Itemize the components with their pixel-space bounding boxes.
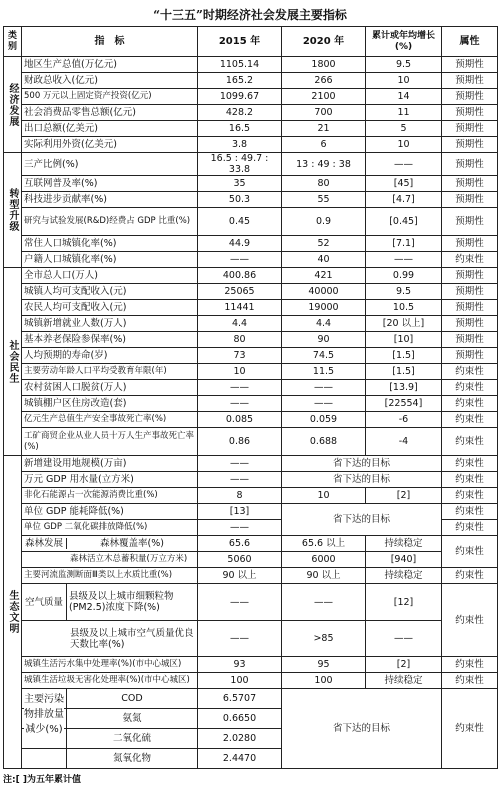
table-row	[4, 57, 498, 73]
indicator-name: 县级及以上城市空气质量优良天数比率(%)	[22, 621, 198, 657]
value-2015: ——	[198, 380, 282, 396]
value-2015: 2.0280	[198, 729, 282, 749]
attribute-value: 预期性	[442, 236, 498, 252]
value-2020: 10	[282, 488, 366, 504]
attribute-value: 预期性	[442, 73, 498, 89]
indicator-name: 三产比例(%)	[22, 153, 198, 176]
value-2015: 400.86	[198, 268, 282, 284]
table-row	[4, 105, 498, 121]
indicator-name: 单位 GDP 能耗降低(%)	[22, 504, 198, 520]
attribute-value: 约束性	[442, 504, 498, 520]
indicator-name: 城镇生活污水集中处理率(%)(市中心城区)	[22, 657, 198, 673]
value-2015: 44.9	[198, 236, 282, 252]
pollutant-group-label: 主要污染物排放量减少(%)	[24, 694, 64, 735]
value-2015: 50.3	[198, 192, 282, 208]
value-2015: 0.86	[198, 428, 282, 456]
value-2020: 421	[282, 268, 366, 284]
indicator-name: 县级及以上城市细颗粒物(PM2.5)浓度下降(%)	[69, 591, 174, 613]
value-2015: 3.8	[198, 137, 282, 153]
table-row	[4, 73, 498, 89]
value-2015: 0.085	[198, 412, 282, 428]
growth-value: [940]	[366, 552, 442, 568]
indicator-name: 人均预期的寿命(岁)	[22, 348, 198, 364]
growth-value: [20 以上]	[366, 316, 442, 332]
attribute-value: 预期性	[442, 300, 498, 316]
table-row	[4, 621, 498, 657]
attribute-value: 约束性	[442, 568, 498, 584]
value-2015: 2.4470	[198, 749, 282, 769]
indicator-name: 全市总人口(万人)	[22, 268, 198, 284]
indicator-name: 地区生产总值(万亿元)	[22, 57, 198, 73]
indicator-name: 森林活立木总蓄积量(万立方米)	[22, 552, 198, 568]
value-2020: 11.5	[282, 364, 366, 380]
growth-value: 10	[366, 73, 442, 89]
table-row	[4, 673, 498, 689]
table-row	[4, 428, 498, 456]
value-2020: 40	[282, 252, 366, 268]
value-2020: 0.688	[282, 428, 366, 456]
attribute-value: 预期性	[442, 208, 498, 236]
indicator-name: 基本养老保险参保率(%)	[22, 332, 198, 348]
indicator-name: 亿元生产总值生产安全事故死亡率(%)	[22, 412, 198, 428]
table-row	[4, 396, 498, 412]
value-2015: 4.4	[198, 316, 282, 332]
growth-value: [12]	[366, 584, 442, 621]
growth-value: [0.45]	[366, 208, 442, 236]
growth-value: ——	[366, 252, 442, 268]
attribute-value: 约束性	[442, 380, 498, 396]
value-2020: 0.9	[282, 208, 366, 236]
indicator-name: 非化石能源占一次能源消费比重(%)	[22, 488, 198, 504]
indicator-name: 万元 GDP 用水量(立方米)	[22, 472, 198, 488]
value-2015: 16.5 : 49.7 : 33.8	[198, 153, 282, 176]
table-row	[4, 364, 498, 380]
category-label: 生态文明	[4, 456, 22, 769]
value-2020: 13 : 49 : 38	[282, 153, 366, 176]
table-row	[4, 568, 498, 584]
growth-value: [4.7]	[366, 192, 442, 208]
indicator-name: 户籍人口城镇化率(%)	[22, 252, 198, 268]
indicator-name: 互联网普及率(%)	[22, 176, 198, 192]
growth-value: [1.5]	[366, 364, 442, 380]
value-2015: 73	[198, 348, 282, 364]
attribute-value: 约束性	[442, 488, 498, 504]
indicator-name: 森林覆盖率(%)	[100, 538, 164, 549]
table-row	[4, 657, 498, 673]
growth-value: 10	[366, 137, 442, 153]
target-value: 省下达的目标	[282, 472, 442, 488]
indicator-name: 主要劳动年龄人口平均受教育年限(年)	[22, 364, 198, 380]
value-2020: 6	[282, 137, 366, 153]
attribute-value: 预期性	[442, 316, 498, 332]
value-2020: 65.6 以上	[282, 536, 366, 552]
table-row	[4, 176, 498, 192]
growth-value: 9.5	[366, 57, 442, 73]
attribute-value: 预期性	[442, 176, 498, 192]
table-row	[4, 412, 498, 428]
pollutant-name: 氨氮	[122, 713, 142, 724]
table-row	[4, 456, 498, 472]
pollutant-name: COD	[121, 693, 143, 704]
header-attribute: 属性	[442, 27, 498, 57]
value-2020: >85	[282, 621, 366, 657]
value-2020: 55	[282, 192, 366, 208]
attribute-value: 约束性	[442, 364, 498, 380]
value-2020: 6000	[282, 552, 366, 568]
attribute-value: 预期性	[442, 268, 498, 284]
indicator-name: 500 万元以上固定资产投资(亿元)	[22, 89, 198, 105]
growth-value: 持续稳定	[366, 568, 442, 584]
category-label: 社会民生	[4, 268, 22, 456]
attribute-value: 预期性	[442, 105, 498, 121]
growth-value: [2]	[366, 657, 442, 673]
value-2020: 1800	[282, 57, 366, 73]
value-2015: [13]	[198, 504, 282, 520]
pollutant-name: 二氧化硫	[112, 733, 151, 744]
value-2015: 93	[198, 657, 282, 673]
growth-value: [22554]	[366, 396, 442, 412]
table-row	[4, 332, 498, 348]
value-2015: ——	[198, 621, 282, 657]
indicator-name: 单位 GDP 二氧化碳排放降低(%)	[22, 520, 198, 536]
growth-value: [2]	[366, 488, 442, 504]
attribute-value: 预期性	[442, 89, 498, 105]
value-2020: 90 以上	[282, 568, 366, 584]
table-row	[4, 300, 498, 316]
pollutant-cell	[22, 749, 198, 769]
indicator-name: 社会消费品零售总额(亿元)	[22, 105, 198, 121]
value-2020: 0.059	[282, 412, 366, 428]
growth-value: ——	[366, 153, 442, 176]
value-2015: 65.6	[198, 536, 282, 552]
attribute-value: 约束性	[442, 396, 498, 412]
attribute-value: 约束性	[442, 456, 498, 472]
air-quality-label: 空气质量	[22, 584, 67, 620]
attribute-value: 约束性	[442, 428, 498, 456]
table-row	[4, 584, 498, 621]
indicator-name: 常住人口城镇化率(%)	[22, 236, 198, 252]
value-2020: ——	[282, 396, 366, 412]
header-2015: 2015 年	[198, 27, 282, 57]
attribute-value: 预期性	[442, 153, 498, 176]
attribute-value: 预期性	[442, 121, 498, 137]
header-indicator: 指 标	[22, 27, 198, 57]
header-row	[4, 27, 498, 57]
target-value: 省下达的目标	[282, 689, 442, 769]
growth-value: -4	[366, 428, 442, 456]
indicator-name: 科技进步贡献率(%)	[22, 192, 198, 208]
attribute-value: 约束性	[442, 657, 498, 673]
table-row	[4, 284, 498, 300]
value-2015: 428.2	[198, 105, 282, 121]
indicator-name: 城镇棚户区住房改造(套)	[22, 396, 198, 412]
value-2020: 74.5	[282, 348, 366, 364]
pollutant-group-spacer	[22, 749, 67, 768]
attribute-value: 预期性	[442, 284, 498, 300]
indicator-name: 城镇新增就业人数(万人)	[22, 316, 198, 332]
table-row	[4, 348, 498, 364]
header-growth: 累计或年均增长(%)	[366, 27, 442, 57]
attribute-value: 约束性	[442, 536, 498, 568]
indicator-name: 城镇人均可支配收入(元)	[22, 284, 198, 300]
value-2015: 10	[198, 364, 282, 380]
growth-value: 持续稳定	[366, 536, 442, 552]
growth-value: 9.5	[366, 284, 442, 300]
value-2020: ——	[282, 584, 366, 621]
value-2015: 90 以上	[198, 568, 282, 584]
table-row	[4, 252, 498, 268]
attribute-value: 预期性	[442, 348, 498, 364]
value-2015: 35	[198, 176, 282, 192]
value-2015: ——	[198, 472, 282, 488]
growth-value: [45]	[366, 176, 442, 192]
table-row	[4, 208, 498, 236]
target-value: 省下达的目标	[282, 456, 442, 472]
footnote: 注:[ ]为五年累计值	[3, 775, 81, 785]
indicator-name: 新增建设用地规模(万亩)	[22, 456, 198, 472]
attribute-value: 约束性	[442, 584, 498, 657]
indicator-name: 出口总额(亿美元)	[22, 121, 198, 137]
growth-value: 14	[366, 89, 442, 105]
target-value: 省下达的目标	[282, 504, 442, 536]
value-2020: 90	[282, 332, 366, 348]
attribute-value: 约束性	[442, 252, 498, 268]
value-2015: 11441	[198, 300, 282, 316]
indicator-name: 实际利用外资(亿美元)	[22, 137, 198, 153]
value-2015: 1105.14	[198, 57, 282, 73]
table-row	[4, 121, 498, 137]
value-2015: 6.5707	[198, 689, 282, 709]
attribute-value: 预期性	[442, 57, 498, 73]
forest-group-label: 森林发展	[22, 538, 67, 549]
table-row	[4, 236, 498, 252]
header-category: 类别	[4, 27, 22, 57]
table-row	[4, 316, 498, 332]
value-2020: 700	[282, 105, 366, 121]
value-2015: 8	[198, 488, 282, 504]
attribute-value: 预期性	[442, 332, 498, 348]
pollutant-name: 氮氧化物	[112, 753, 151, 764]
growth-value: 持续稳定	[366, 673, 442, 689]
forest-group	[22, 536, 198, 552]
value-2015: ——	[198, 456, 282, 472]
table-row	[4, 536, 498, 552]
value-2015: 165.2	[198, 73, 282, 89]
attribute-value: 约束性	[442, 412, 498, 428]
indicator-name: 主要河流监测断面Ⅲ类以上水质比重(%)	[22, 568, 198, 584]
value-2015: ——	[198, 396, 282, 412]
header-2020: 2020 年	[282, 27, 366, 57]
attribute-value: 约束性	[442, 689, 498, 769]
value-2020: 266	[282, 73, 366, 89]
value-2020: 2100	[282, 89, 366, 105]
attribute-value: 约束性	[442, 472, 498, 488]
table-row	[4, 472, 498, 488]
attribute-value: 预期性	[442, 137, 498, 153]
attribute-value: 约束性	[442, 673, 498, 689]
indicator-name: 农村贫困人口脱贫(万人)	[22, 380, 198, 396]
category-label: 经济发展	[4, 57, 22, 153]
value-2015: ——	[198, 520, 282, 536]
table-row	[4, 488, 498, 504]
attribute-value: 预期性	[442, 192, 498, 208]
growth-value: ——	[366, 621, 442, 657]
table-row	[4, 192, 498, 208]
table-row	[4, 380, 498, 396]
growth-value: -6	[366, 412, 442, 428]
value-2020: 4.4	[282, 316, 366, 332]
table-row	[4, 89, 498, 105]
growth-value: [7.1]	[366, 236, 442, 252]
indicator-name: 财政总收入(亿元)	[22, 73, 198, 89]
indicator-name: 研究与试验发展(R&D)经费占 GDP 比重(%)	[22, 208, 198, 236]
value-2020: 40000	[282, 284, 366, 300]
growth-value: [1.5]	[366, 348, 442, 364]
value-2020: 100	[282, 673, 366, 689]
air-quality-group	[22, 584, 198, 621]
value-2020: 52	[282, 236, 366, 252]
value-2020: 21	[282, 121, 366, 137]
value-2015: 80	[198, 332, 282, 348]
value-2015: 25065	[198, 284, 282, 300]
value-2015: 0.6650	[198, 709, 282, 729]
table-row	[4, 689, 498, 709]
table-row	[4, 504, 498, 520]
value-2020: 19000	[282, 300, 366, 316]
value-2015: ——	[198, 584, 282, 621]
growth-value: 10.5	[366, 300, 442, 316]
document-title: “十三五”时期经济社会发展主要指标	[153, 8, 347, 22]
value-2020: 95	[282, 657, 366, 673]
value-2020: 80	[282, 176, 366, 192]
indicator-name: 农民人均可支配收入(元)	[22, 300, 198, 316]
table-row	[4, 137, 498, 153]
value-2015: 1099.67	[198, 89, 282, 105]
value-2015: 5060	[198, 552, 282, 568]
table-row	[4, 153, 498, 176]
indicator-table	[3, 26, 498, 769]
value-2015: 100	[198, 673, 282, 689]
table-row	[4, 552, 498, 568]
growth-value: 5	[366, 121, 442, 137]
category-label: 转型升级	[4, 153, 22, 268]
attribute-value: 约束性	[442, 520, 498, 536]
indicator-name: 城镇生活垃圾无害化处理率(%)(市中心城区)	[22, 673, 198, 689]
value-2015: 16.5	[198, 121, 282, 137]
growth-value: [13.9]	[366, 380, 442, 396]
value-2020: ——	[282, 380, 366, 396]
indicator-name: 工矿商贸企业从业人员十万人生产事故死亡率(%)	[22, 428, 198, 456]
value-2015: ——	[198, 252, 282, 268]
value-2015: 0.45	[198, 208, 282, 236]
table-row	[4, 268, 498, 284]
growth-value: [10]	[366, 332, 442, 348]
growth-value: 11	[366, 105, 442, 121]
growth-value: 0.99	[366, 268, 442, 284]
